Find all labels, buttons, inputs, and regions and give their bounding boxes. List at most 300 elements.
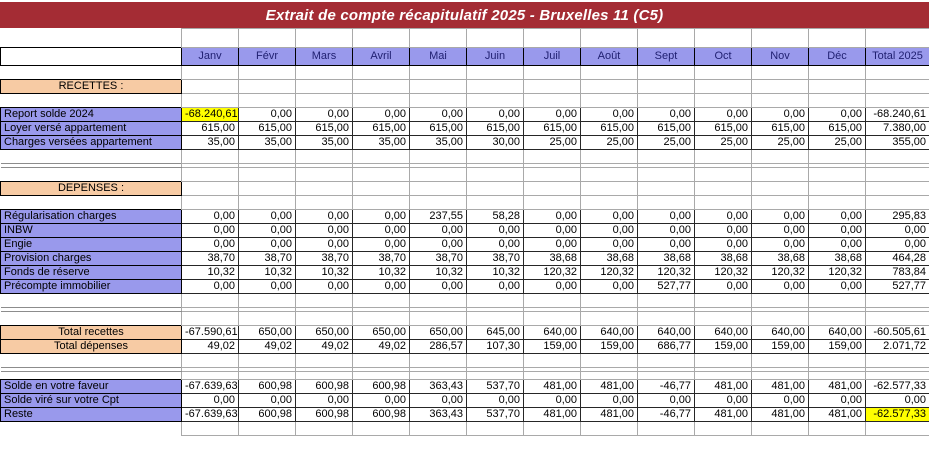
value-cell[interactable]: 615,00 [410,122,467,136]
value-cell[interactable]: 237,55 [410,210,467,224]
table-row [1,280,929,294]
row-label[interactable]: Total recettes [1,326,182,340]
total-cell[interactable]: 295,83 [866,210,929,224]
month-header-cell[interactable]: Févr [239,48,296,66]
value-cell[interactable]: 0,00 [809,108,866,122]
total-cell[interactable]: 0,00 [866,224,929,238]
spacer-cell [467,294,524,308]
value-cell[interactable]: 0,00 [638,108,695,122]
month-header-cell[interactable]: Janv [182,48,239,66]
spacer-cell [524,372,581,380]
value-cell[interactable]: 0,00 [695,210,752,224]
value-cell[interactable]: 159,00 [809,340,866,354]
value-cell[interactable]: 10,32 [296,266,353,280]
spacer-cell [638,168,695,182]
value-cell[interactable]: 120,32 [581,266,638,280]
value-cell[interactable]: 0,00 [695,224,752,238]
value-cell[interactable]: 0,00 [581,108,638,122]
month-header-cell[interactable]: Juin [467,48,524,66]
value-cell[interactable]: -68.240,61 [182,108,239,122]
value-cell[interactable]: 159,00 [695,340,752,354]
value-cell[interactable]: 159,00 [524,340,581,354]
value-cell[interactable]: 363,43 [410,408,467,422]
spacer-cell [182,29,239,48]
empty-cell [353,182,410,196]
value-cell[interactable]: 0,00 [296,210,353,224]
value-cell[interactable]: 0,00 [239,280,296,294]
spacer-cell [695,29,752,48]
spacer-cell [638,196,695,210]
value-cell[interactable]: 0,00 [524,280,581,294]
value-cell[interactable]: 0,00 [182,224,239,238]
value-cell[interactable]: 0,00 [581,280,638,294]
spacer-cell [695,168,752,182]
total-cell[interactable]: 464,28 [866,252,929,266]
title-banner [0,2,929,28]
value-cell[interactable]: 0,00 [809,224,866,238]
value-cell[interactable]: 600,98 [353,380,410,394]
value-cell[interactable]: 615,00 [182,122,239,136]
spacer-cell [752,168,809,182]
value-cell[interactable]: 38,70 [410,252,467,266]
value-cell[interactable]: 38,68 [752,252,809,266]
value-cell[interactable]: 0,00 [524,108,581,122]
table-row [1,224,929,238]
spacer-cell [353,29,410,48]
value-cell[interactable]: -67.639,63 [182,408,239,422]
value-cell[interactable]: 600,98 [296,380,353,394]
value-cell[interactable]: 38,70 [182,252,239,266]
row-label[interactable]: Engie [1,238,182,252]
total-cell[interactable]: 527,77 [866,280,929,294]
value-cell[interactable]: 38,68 [809,252,866,266]
value-cell[interactable]: 120,32 [638,266,695,280]
empty-cell [695,182,752,196]
value-cell[interactable]: 10,32 [182,266,239,280]
empty-cell [695,80,752,94]
spacer-cell [296,294,353,308]
value-cell[interactable]: 0,00 [695,394,752,408]
value-cell[interactable]: 0,00 [524,394,581,408]
value-cell[interactable]: 0,00 [467,224,524,238]
value-cell[interactable]: 10,32 [467,266,524,280]
table-row [1,94,929,108]
spacer-label-cell [1,66,182,80]
value-cell[interactable]: 650,00 [296,326,353,340]
value-cell[interactable]: 25,00 [524,136,581,150]
empty-cell [524,80,581,94]
total-cell[interactable]: 2.071,72 [866,340,929,354]
spacer-cell [182,422,239,436]
value-cell[interactable]: 0,00 [296,238,353,252]
table-row [1,238,929,252]
value-cell[interactable]: 120,32 [809,266,866,280]
spacer-cell [809,94,866,108]
spacer-cell [467,150,524,164]
value-cell[interactable]: 481,00 [752,380,809,394]
value-cell[interactable]: 615,00 [695,122,752,136]
value-cell[interactable]: 640,00 [695,326,752,340]
value-cell[interactable]: 0,00 [524,210,581,224]
value-cell[interactable]: 600,98 [296,408,353,422]
value-cell[interactable]: 49,02 [182,340,239,354]
spacer-cell [182,354,239,368]
month-header-cell[interactable]: Oct [695,48,752,66]
row-label[interactable]: Précompte immobilier [1,280,182,294]
value-cell[interactable]: 615,00 [296,122,353,136]
month-header-cell[interactable]: Juil [524,48,581,66]
value-cell[interactable]: 107,30 [467,340,524,354]
value-cell[interactable]: 481,00 [695,380,752,394]
spacer-cell [581,94,638,108]
value-cell[interactable]: 650,00 [353,326,410,340]
empty-cell [353,80,410,94]
month-header-cell[interactable]: Mai [410,48,467,66]
value-cell[interactable]: 0,00 [581,394,638,408]
empty-cell [866,182,929,196]
value-cell[interactable]: 0,00 [524,224,581,238]
value-cell[interactable]: 0,00 [638,224,695,238]
table-row [1,29,929,48]
value-cell[interactable]: 615,00 [353,122,410,136]
total-cell[interactable]: 0,00 [866,394,929,408]
value-cell[interactable]: 0,00 [353,394,410,408]
value-cell[interactable]: 527,77 [638,280,695,294]
value-cell[interactable]: 615,00 [752,122,809,136]
value-cell[interactable]: 49,02 [353,340,410,354]
value-cell[interactable]: -67.590,61 [182,326,239,340]
value-cell[interactable]: 481,00 [752,408,809,422]
value-cell[interactable]: 25,00 [581,136,638,150]
value-cell[interactable]: 0,00 [638,210,695,224]
value-cell[interactable]: 0,00 [353,238,410,252]
value-cell[interactable]: 640,00 [638,326,695,340]
table-row [1,266,929,280]
value-cell[interactable]: 159,00 [581,340,638,354]
empty-cell [410,80,467,94]
value-cell[interactable]: 0,00 [638,238,695,252]
table-row [1,340,929,354]
spacer-cell [296,312,353,326]
empty-cell [296,182,353,196]
value-cell[interactable]: 0,00 [638,394,695,408]
value-cell[interactable]: 0,00 [296,280,353,294]
row-label[interactable]: Régularisation charges [1,210,182,224]
value-cell[interactable]: 0,00 [239,210,296,224]
value-cell[interactable]: 0,00 [695,280,752,294]
value-cell[interactable]: 0,00 [809,238,866,252]
spacer-cell [353,354,410,368]
value-cell[interactable]: 0,00 [353,108,410,122]
value-cell[interactable]: 640,00 [752,326,809,340]
spacer-cell [239,372,296,380]
spacer-cell [296,150,353,164]
total-cell[interactable]: 355,00 [866,136,929,150]
value-cell[interactable]: 615,00 [638,122,695,136]
value-cell[interactable]: 600,98 [353,408,410,422]
value-cell[interactable]: 0,00 [581,210,638,224]
value-cell[interactable]: 0,00 [752,238,809,252]
value-cell[interactable]: 481,00 [809,408,866,422]
value-cell[interactable]: 38,68 [638,252,695,266]
value-cell[interactable]: 38,70 [296,252,353,266]
spacer-cell [353,312,410,326]
value-cell[interactable]: 0,00 [182,210,239,224]
month-header-cell[interactable]: Nov [752,48,809,66]
value-cell[interactable]: 0,00 [410,224,467,238]
total-cell[interactable]: 7.380,00 [866,122,929,136]
value-cell[interactable]: 120,32 [752,266,809,280]
month-header-cell[interactable]: Avril [353,48,410,66]
value-cell[interactable]: 615,00 [581,122,638,136]
row-label[interactable]: Loyer versé appartement [1,122,182,136]
value-cell[interactable]: 600,98 [239,408,296,422]
value-cell[interactable]: 481,00 [524,408,581,422]
value-cell[interactable]: 0,00 [296,108,353,122]
total-cell[interactable]: 0,00 [866,238,929,252]
row-label[interactable]: Fonds de réserve [1,266,182,280]
spacer-cell [866,372,929,380]
value-cell[interactable]: 38,68 [695,252,752,266]
value-cell[interactable]: 481,00 [581,380,638,394]
spacer-cell [581,294,638,308]
row-label[interactable]: Reste [1,408,182,422]
value-cell[interactable]: 0,00 [182,238,239,252]
value-cell[interactable]: 0,00 [410,394,467,408]
value-cell[interactable]: 615,00 [524,122,581,136]
value-cell[interactable]: 0,00 [467,108,524,122]
value-cell[interactable]: 49,02 [296,340,353,354]
spacer-cell [239,196,296,210]
value-cell[interactable]: -46,77 [638,380,695,394]
empty-cell [638,80,695,94]
value-cell[interactable]: 0,00 [296,224,353,238]
month-header-cell[interactable]: Mars [296,48,353,66]
month-header-cell[interactable]: Août [581,48,638,66]
spacer-cell [353,94,410,108]
value-cell[interactable]: 35,00 [410,136,467,150]
value-cell[interactable]: 25,00 [695,136,752,150]
value-cell[interactable]: 10,32 [410,266,467,280]
spacer-cell [182,196,239,210]
section-label[interactable]: RECETTES : [1,80,182,94]
spacer-cell [695,372,752,380]
table-row [1,136,929,150]
value-cell[interactable]: 0,00 [752,210,809,224]
value-cell[interactable]: 600,98 [239,380,296,394]
value-cell[interactable]: 159,00 [752,340,809,354]
value-cell[interactable]: 38,68 [524,252,581,266]
value-cell[interactable]: 0,00 [182,394,239,408]
value-cell[interactable]: 0,00 [752,394,809,408]
total-cell[interactable]: -62.577,33 [866,408,929,422]
value-cell[interactable]: 0,00 [809,210,866,224]
value-cell[interactable]: 537,70 [467,408,524,422]
value-cell[interactable]: 481,00 [695,408,752,422]
value-cell[interactable]: 0,00 [410,108,467,122]
value-cell[interactable]: 25,00 [809,136,866,150]
account-summary-table [0,28,929,436]
value-cell[interactable]: -67.639,63 [182,380,239,394]
spacer-cell [866,94,929,108]
value-cell[interactable]: 481,00 [581,408,638,422]
spacer-cell [638,94,695,108]
total-header-cell[interactable]: Total 2025 [866,48,929,66]
spacer-cell [695,94,752,108]
value-cell[interactable]: 0,00 [524,238,581,252]
row-label[interactable]: Total dépenses [1,340,182,354]
value-cell[interactable]: 286,57 [410,340,467,354]
value-cell[interactable]: 0,00 [239,394,296,408]
table-row [1,380,929,394]
total-cell[interactable]: -68.240,61 [866,108,929,122]
value-cell[interactable]: 25,00 [638,136,695,150]
table-row [1,326,929,340]
spacer-cell [524,354,581,368]
value-cell[interactable]: 58,28 [467,210,524,224]
value-cell[interactable]: 35,00 [239,136,296,150]
spacer-cell [809,150,866,164]
value-cell[interactable]: 0,00 [296,394,353,408]
value-cell[interactable]: 363,43 [410,380,467,394]
value-cell[interactable]: 615,00 [467,122,524,136]
value-cell[interactable]: 0,00 [239,108,296,122]
total-cell[interactable]: 783,84 [866,266,929,280]
total-cell[interactable]: -60.505,61 [866,326,929,340]
table-row [1,408,929,422]
table-row [1,372,929,380]
value-cell[interactable]: 120,32 [695,266,752,280]
value-cell[interactable]: 0,00 [353,210,410,224]
spacer-cell [695,196,752,210]
value-cell[interactable]: 615,00 [239,122,296,136]
spacer-cell [410,150,467,164]
value-cell[interactable]: 10,32 [239,266,296,280]
spacer-label-cell [1,354,182,368]
value-cell[interactable]: 38,68 [581,252,638,266]
spacer-cell [638,422,695,436]
spacer-cell [638,354,695,368]
spacer-cell [410,422,467,436]
value-cell[interactable]: 650,00 [410,326,467,340]
total-cell[interactable]: -62.577,33 [866,380,929,394]
value-cell[interactable]: 0,00 [581,238,638,252]
value-cell[interactable]: 0,00 [353,224,410,238]
value-cell[interactable]: 38,70 [467,252,524,266]
value-cell[interactable]: 481,00 [809,380,866,394]
value-cell[interactable]: 0,00 [467,394,524,408]
value-cell[interactable]: 640,00 [524,326,581,340]
spacer-cell [866,29,929,48]
value-cell[interactable]: 0,00 [809,394,866,408]
value-cell[interactable]: 615,00 [809,122,866,136]
spacer-cell [410,372,467,380]
value-cell[interactable]: 35,00 [353,136,410,150]
spacer-cell [809,312,866,326]
value-cell[interactable]: 0,00 [809,280,866,294]
empty-cell [809,182,866,196]
value-cell[interactable]: 650,00 [239,326,296,340]
month-header-cell[interactable]: Déc [809,48,866,66]
value-cell[interactable]: 0,00 [467,280,524,294]
spacer-cell [524,196,581,210]
value-cell[interactable]: 0,00 [581,224,638,238]
row-label[interactable]: Report solde 2024 [1,108,182,122]
spacer-cell [410,312,467,326]
value-cell[interactable]: 30,00 [467,136,524,150]
value-cell[interactable]: 0,00 [752,280,809,294]
value-cell[interactable]: 0,00 [410,280,467,294]
spacer-cell [752,29,809,48]
value-cell[interactable]: 0,00 [239,224,296,238]
value-cell[interactable]: 645,00 [467,326,524,340]
row-label[interactable]: Provision charges [1,252,182,266]
value-cell[interactable]: 481,00 [524,380,581,394]
value-cell[interactable]: 0,00 [752,108,809,122]
value-cell[interactable]: 537,70 [467,380,524,394]
value-cell[interactable]: 640,00 [809,326,866,340]
value-cell[interactable]: 640,00 [581,326,638,340]
row-label[interactable]: Solde en votre faveur [1,380,182,394]
spacer-cell [239,354,296,368]
spacer-cell [638,312,695,326]
value-cell[interactable]: 10,32 [353,266,410,280]
empty-cell [239,80,296,94]
value-cell[interactable]: 0,00 [353,280,410,294]
empty-cell [182,182,239,196]
value-cell[interactable]: 38,70 [239,252,296,266]
empty-cell [410,182,467,196]
row-label[interactable]: Charges versées appartement [1,136,182,150]
empty-cell [809,80,866,94]
spacer-cell [866,196,929,210]
value-cell[interactable]: 686,77 [638,340,695,354]
row-label[interactable]: INBW [1,224,182,238]
value-cell[interactable]: 0,00 [752,224,809,238]
value-cell[interactable]: 0,00 [695,238,752,252]
value-cell[interactable]: 49,02 [239,340,296,354]
section-label[interactable]: DEPENSES : [1,182,182,196]
value-cell[interactable]: -46,77 [638,408,695,422]
value-cell[interactable]: 35,00 [182,136,239,150]
spacer-cell [239,168,296,182]
value-cell[interactable]: 35,00 [296,136,353,150]
value-cell[interactable]: 120,32 [524,266,581,280]
value-cell[interactable]: 0,00 [695,108,752,122]
spacer-cell [866,168,929,182]
spacer-cell [239,422,296,436]
spacer-cell [239,66,296,80]
spacer-cell [353,294,410,308]
spacer-cell [410,29,467,48]
value-cell[interactable]: 25,00 [752,136,809,150]
value-cell[interactable]: 0,00 [239,238,296,252]
month-header-cell[interactable]: Sept [638,48,695,66]
spacer-cell [239,29,296,48]
value-cell[interactable]: 38,70 [353,252,410,266]
spacer-cell [524,150,581,164]
value-cell[interactable]: 0,00 [410,238,467,252]
spacer-cell [239,312,296,326]
row-label-header-cell[interactable] [1,48,182,66]
row-label[interactable]: Solde viré sur votre Cpt [1,394,182,408]
spacer-cell [524,312,581,326]
spacer-cell [182,150,239,164]
spacer-cell [866,312,929,326]
value-cell[interactable]: 0,00 [467,238,524,252]
spacer-cell [353,66,410,80]
value-cell[interactable]: 0,00 [182,280,239,294]
